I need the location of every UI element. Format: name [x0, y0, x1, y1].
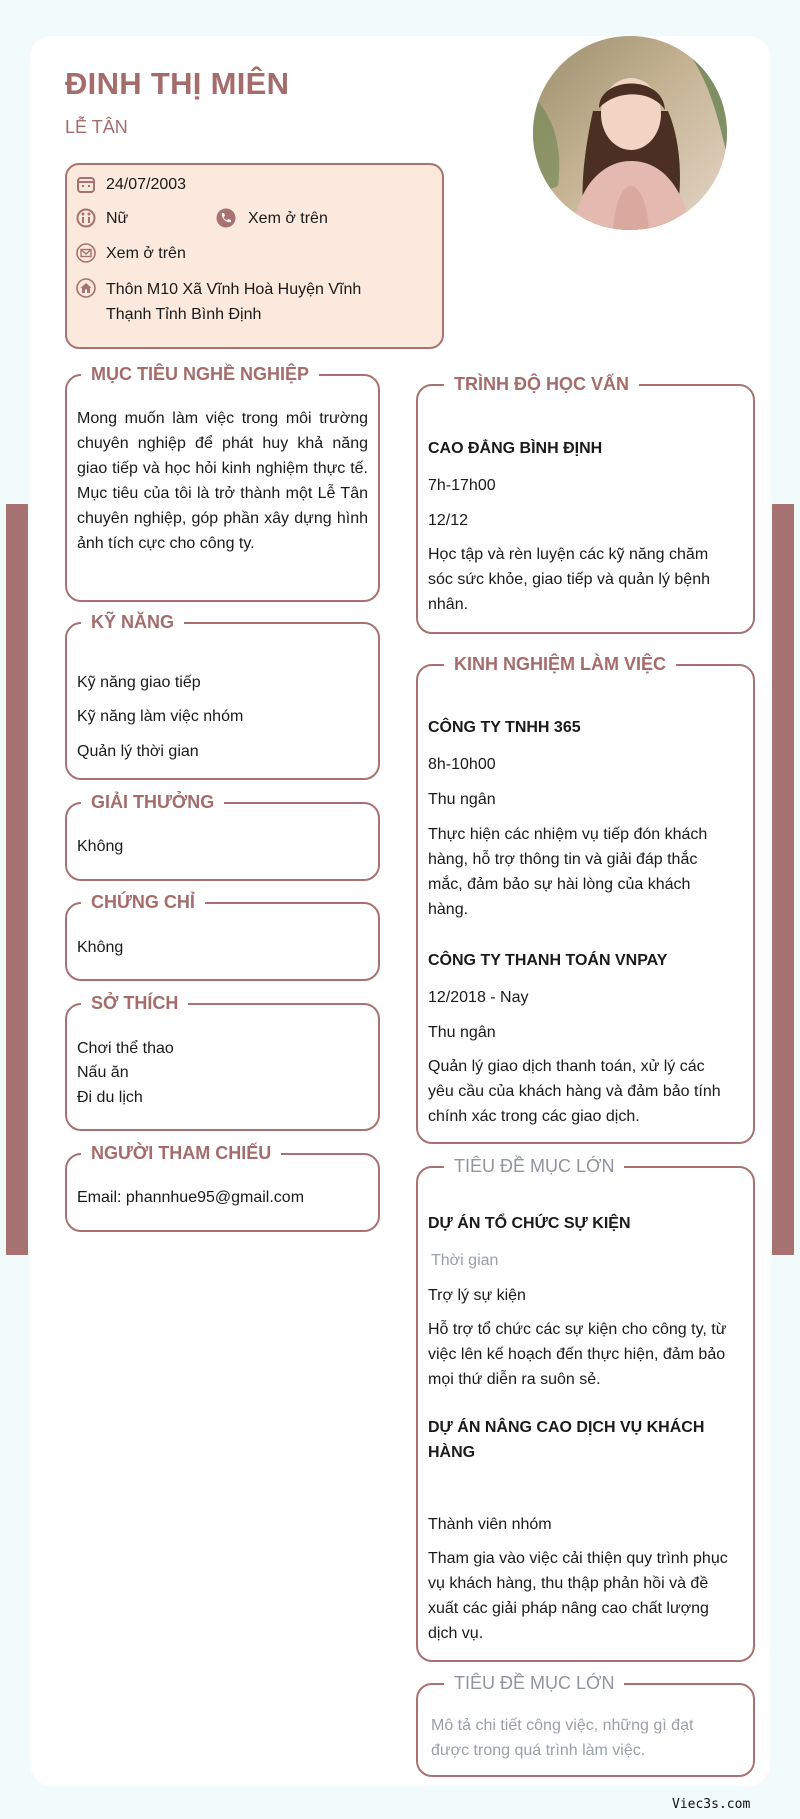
job-position: Thu ngân: [428, 791, 496, 808]
education-school: CAO ĐẲNG BÌNH ĐỊNH: [428, 440, 603, 457]
gender-value: Nữ: [106, 210, 129, 227]
extra-placeholder: Mô tả chi tiết công việc, những gì đạt được trong quá trình làm việc.: [431, 1717, 694, 1759]
job-desc: Quản lý giao dịch thanh toán, xử lý các yêu cầu của khách hàng và đảm bảo tính chính xác trong các giao dịch.: [428, 1058, 721, 1125]
awards-title: GIẢI THƯỞNG: [81, 790, 224, 814]
job-company: CÔNG TY TNHH 365: [428, 719, 581, 736]
extra-title: TIÊU ĐỀ MỤC LỚN: [444, 1671, 624, 1695]
watermark: Viec3s.com: [672, 1797, 751, 1812]
skills-title: KỸ NĂNG: [81, 610, 184, 634]
home-icon: [76, 278, 96, 298]
objective-title: MỤC TIÊU NGHỀ NGHIỆP: [81, 362, 319, 386]
references-title: NGƯỜI THAM CHIẾU: [81, 1141, 281, 1165]
phone-icon: [216, 208, 236, 228]
education-time: 7h-17h00: [428, 477, 496, 494]
project-name: DỰ ÁN TỔ CHỨC SỰ KIỆN: [428, 1215, 631, 1232]
job-time: 12/2018 - Nay: [428, 989, 529, 1006]
left-accent-bar: [6, 504, 28, 1255]
project-desc: Tham gia vào việc cải thiện quy trình phục vụ khách hàng, thu thập phản hồi và đề xuất các giải pháp nâng cao chất lượng dịch vụ.: [428, 1550, 728, 1642]
skill-item: Kỹ năng làm việc nhóm: [77, 708, 244, 725]
calendar-icon: [76, 174, 96, 194]
right-accent-bar: [772, 504, 794, 1255]
candidate-name: ĐINH THỊ MIÊN: [65, 66, 290, 101]
education-title: TRÌNH ĐỘ HỌC VẤN: [444, 372, 639, 396]
email-value: Xem ở trên: [106, 245, 186, 262]
job-time: 8h-10h00: [428, 756, 496, 773]
certificates-text: Không: [77, 939, 124, 956]
project-name: DỰ ÁN NÂNG CAO DỊCH VỤ KHÁCH HÀNG: [428, 1419, 705, 1461]
address-value: Thôn M10 Xã Vĩnh Hoà Huyện Vĩnh Thạnh Tỉnh Bình Định: [106, 281, 362, 323]
education-grade: 12/12: [428, 512, 469, 529]
skill-item: Kỹ năng giao tiếp: [77, 674, 201, 691]
objective-text: Mong muốn làm việc trong môi trường chuyên nghiệp để phát huy khả năng giao tiếp và học hỏi kinh nghiệm thực tế. Mục tiêu của tôi là trở thành một Lễ Tân chuyên nghiệp, góp phần xây dựng hình ảnh tích cực cho công ty.: [77, 410, 368, 552]
hobby-item: Chơi thể thao: [77, 1040, 174, 1057]
profile-photo: [533, 36, 727, 230]
certificates-title: CHỨNG CHỈ: [81, 890, 205, 914]
phone-value: Xem ở trên: [248, 210, 328, 227]
references-text: Email: phannhue95@gmail.com: [77, 1189, 305, 1206]
project-role: Trợ lý sự kiện: [428, 1287, 526, 1304]
job-position: Thu ngân: [428, 1024, 496, 1041]
hobbies-title: SỞ THÍCH: [81, 991, 188, 1015]
awards-text: Không: [77, 838, 124, 855]
skill-item: Quản lý thời gian: [77, 743, 199, 760]
project-desc: Hỗ trợ tổ chức các sự kiện cho công ty, từ việc lên kế hoạch đến thực hiện, đảm bảo mọi thứ diễn ra suôn sẻ.: [428, 1321, 727, 1388]
projects-title: TIÊU ĐỀ MỤC LỚN: [444, 1154, 624, 1178]
education-desc: Học tập và rèn luyện các kỹ năng chăm sóc sức khỏe, giao tiếp và quản lý bệnh nhân.: [428, 546, 710, 613]
experience-title: KINH NGHIỆM LÀM VIỆC: [444, 652, 676, 676]
job-company: CÔNG TY THANH TOÁN VNPAY: [428, 952, 668, 969]
gender-icon: [76, 208, 96, 228]
job-desc: Thực hiện các nhiệm vụ tiếp đón khách hàng, hỗ trợ thông tin và giải đáp thắc mắc, đảm bảo sự hài lòng của khách hàng.: [428, 826, 708, 918]
email-icon: [76, 243, 96, 263]
hobby-item: Nấu ăn: [77, 1064, 129, 1081]
birthday-value: 24/07/2003: [106, 176, 187, 193]
project-role: Thành viên nhóm: [428, 1516, 552, 1533]
candidate-role: LỄ TÂN: [65, 117, 128, 137]
project-time: Thời gian: [431, 1252, 499, 1269]
hobby-item: Đi du lịch: [77, 1089, 143, 1106]
